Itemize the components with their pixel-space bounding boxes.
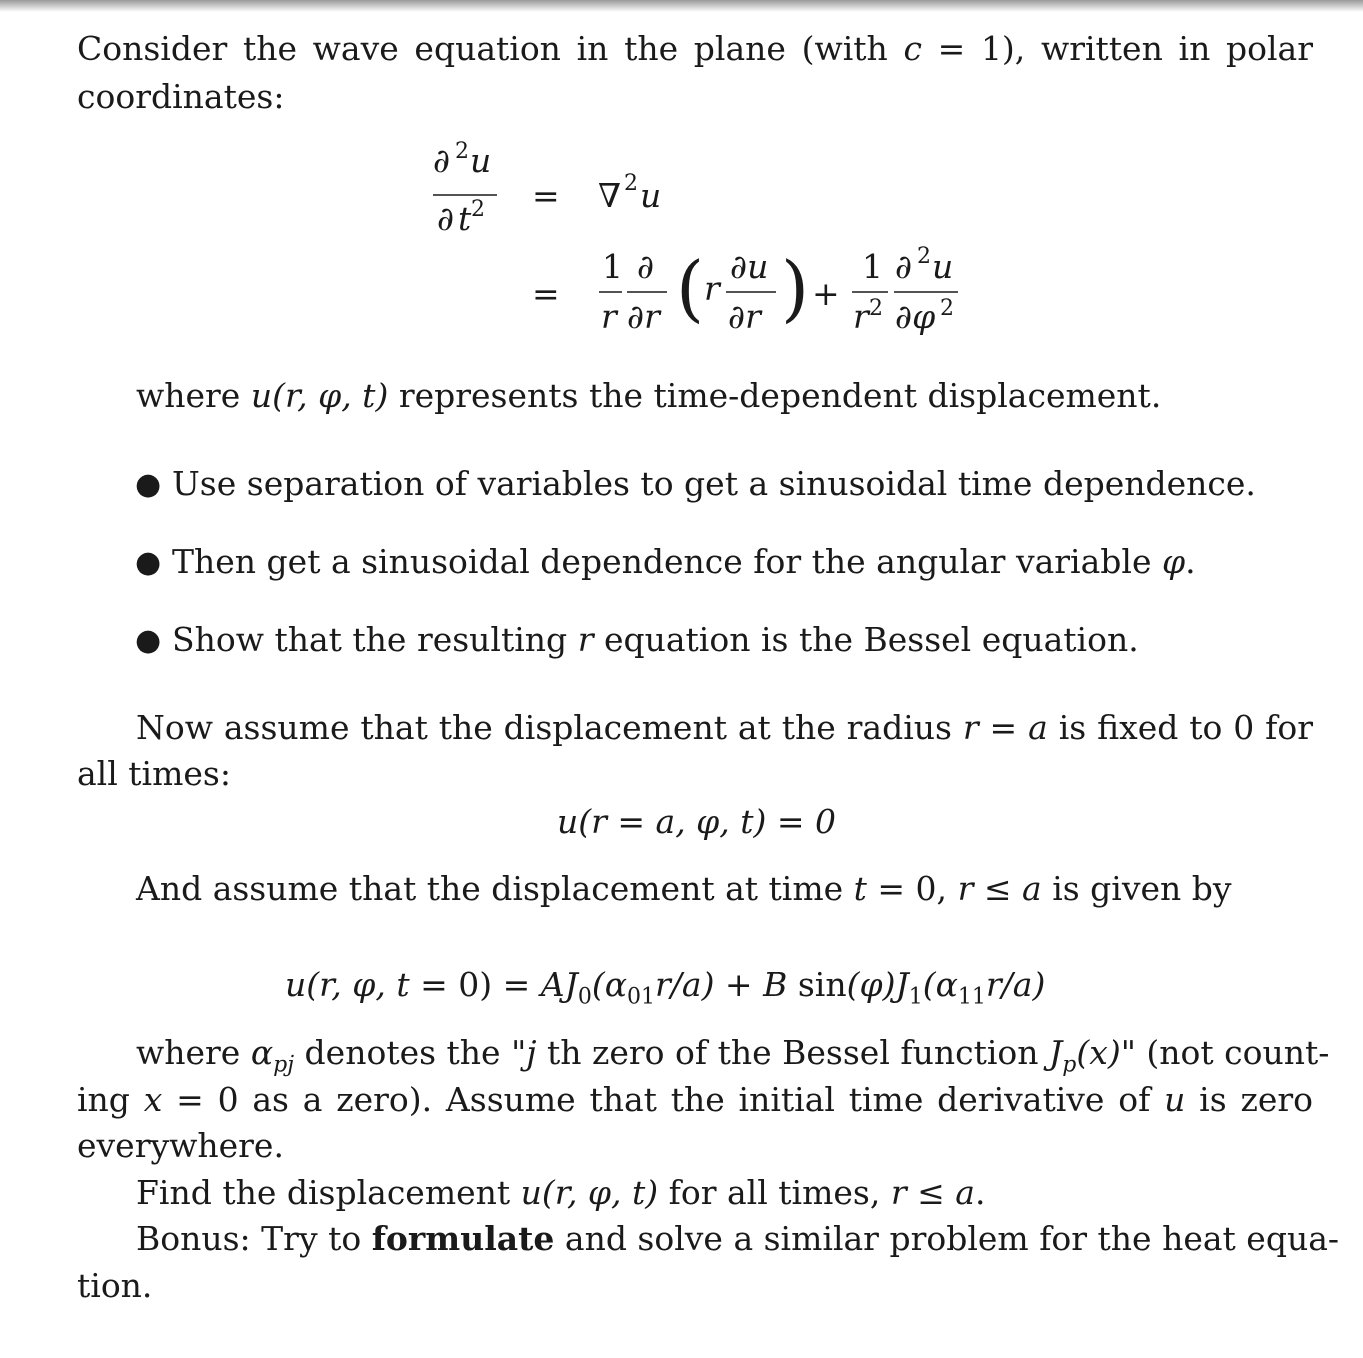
svg-text:u: u [932, 247, 954, 286]
svg-text:2: 2 [940, 296, 954, 321]
bessel-zero-line-3: everywhere. [77, 1126, 284, 1165]
bullet-item-2: Then get a sinusoidal dependence for the angular variable φ. [172, 542, 1196, 581]
svg-text:1: 1 [602, 247, 623, 286]
svg-text:∂: ∂ [895, 247, 913, 286]
fraction-du-dr [726, 247, 776, 336]
bullet-icon: ● [135, 467, 162, 502]
svg-text:∇: ∇ [598, 176, 622, 215]
svg-text:∂u: ∂u [730, 247, 769, 286]
boundary-condition-line-1: Now assume that the displacement at the radius r = a is fixed to 0 for [136, 708, 1314, 747]
svg-text:2: 2 [917, 244, 931, 269]
initial-condition-line: And assume that the displacement at time t = 0, r ≤ a is given by [136, 869, 1232, 908]
svg-text:r: r [601, 297, 617, 336]
equals-sign-2: = [532, 274, 560, 313]
svg-text:2: 2 [471, 197, 485, 222]
r-factor: r [704, 269, 720, 308]
find-displacement-line: Find the displacement u(r, φ, t) for all times, r ≤ a. [136, 1173, 986, 1212]
fraction-partial-r [627, 247, 667, 336]
svg-text:∂: ∂ [437, 199, 455, 238]
bullet-icon: ● [135, 545, 162, 580]
boundary-condition-equation: u(r = a, φ, t) = 0 [557, 802, 837, 841]
right-paren: ) [781, 246, 810, 330]
fraction-one-over-r [599, 247, 623, 336]
bessel-zero-line-2: ing x = 0 as a zero). Assume that the initial time derivative of u is zero [77, 1080, 1314, 1119]
fraction-d2u-dphi2 [894, 244, 958, 336]
intro-line-1: Consider the wave equation in the plane (with c = 1), written in polar [77, 29, 1313, 68]
svg-text:∂: ∂ [433, 141, 451, 180]
svg-text:r: r [853, 297, 869, 336]
svg-text:1: 1 [862, 247, 883, 286]
lhs-fraction [433, 139, 497, 238]
bullet-item-1: Use separation of variables to get a sinusoidal time dependence. [172, 464, 1256, 503]
fraction-one-over-r-squared [852, 247, 888, 336]
svg-text:2: 2 [869, 296, 883, 321]
svg-text:∂r: ∂r [728, 297, 761, 336]
svg-text:t: t [458, 199, 472, 238]
boundary-condition-line-2: all times: [77, 754, 231, 793]
bullet-icon: ● [135, 623, 162, 658]
where-u-line: where u(r, φ, t) represents the time-dependent displacement. [136, 376, 1162, 415]
svg-text:∂r: ∂r [627, 297, 660, 336]
bonus-line-1: Bonus: Try to formulate and solve a similar problem for the heat equa- [136, 1219, 1340, 1258]
intro-line-2: coordinates: [77, 77, 285, 116]
bullet-item-3: Show that the resulting r equation is the Bessel equation. [172, 620, 1139, 659]
initial-condition-equation: u(r, φ, $t = 0) = AJ_0(\alpha_{01}r/a) + B$ $\sin(\varphi)J_1(\alpha_{11}r/a)$ [285, 965, 1046, 1010]
svg-text:2: 2 [624, 171, 638, 196]
svg-text:2: 2 [455, 139, 469, 164]
svg-text:∂: ∂ [637, 247, 655, 286]
laplacian [598, 171, 661, 215]
svg-text:u: u [470, 141, 492, 180]
svg-text:u: u [640, 176, 662, 215]
wave-equation [0, 130, 1363, 490]
window-top-edge [0, 0, 1363, 12]
equals-sign-1: = [532, 176, 560, 215]
plus-sign: + [812, 274, 840, 313]
bonus-line-2: tion. [77, 1266, 153, 1305]
bessel-zero-line-1: where $\alpha_{pj}$ denotes the "j th zero of the Bessel function $J_p(x)$" (not count- [136, 1033, 1330, 1078]
svg-text:∂φ: ∂φ [895, 297, 936, 336]
left-paren: ( [676, 246, 705, 330]
